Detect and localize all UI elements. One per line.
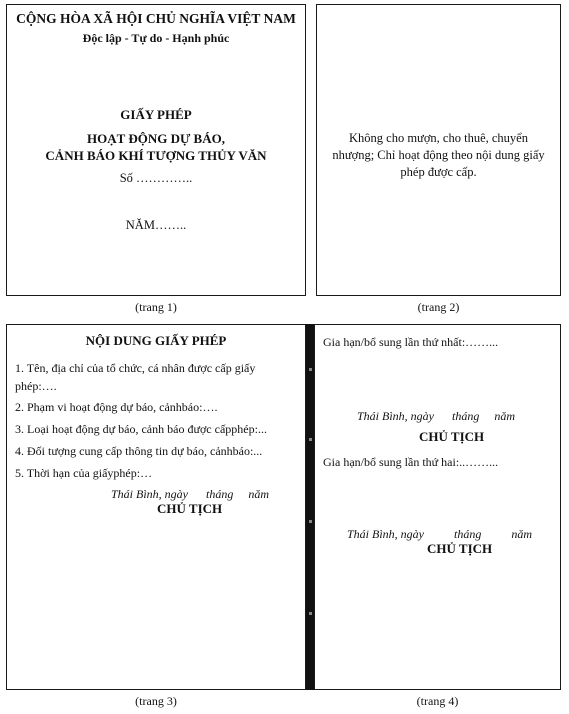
page4-sign1-place: Thái Bình, ngày tháng năm [357,409,515,423]
page1-license-number: Số ………….. [119,171,193,185]
page2-line2: nhượng; Chỉ hoạt động theo nội dung giấy [332,148,545,162]
page3-sign-title: CHỦ TỊCH [157,501,223,516]
page1-subtitle-line1: HOẠT ĐỘNG DỰ BÁO, [87,131,225,146]
page3-heading: NỘI DUNG GIẤY PHÉP [85,333,227,348]
page1-subtitle-line2: CẢNH BÁO KHÍ TƯỢNG THỦY VĂN [45,148,267,163]
page1-caption: (trang 1) [135,300,177,314]
page1-title: GIẤY PHÉP [120,107,192,122]
page4-extension-2: Gia hạn/bổ sung lần thứ hai:..……... [323,455,499,469]
page4-sign1-title: CHỦ TỊCH [419,429,485,444]
page3-item5: 5. Thời hạn của giấyphép:… [15,466,153,480]
page-2-panel [316,4,561,296]
page2-line3: phép được cấp. [400,165,477,179]
page-1-panel [6,4,306,296]
page1-motto: Độc lập - Tự do - Hạnh phúc [82,31,230,45]
spine-mark [309,438,312,441]
spine-mark [309,520,312,523]
page3-item3: 3. Loại hoạt động dự báo, cảnh báo được cấpphép:... [15,422,267,436]
page4-extension-1: Gia hạn/bổ sung lần thứ nhất:……... [323,335,499,349]
page3-item4: 4. Đối tượng cung cấp thông tin dự báo, cảnhbáo:... [15,444,263,458]
page1-year: NĂM…….. [125,218,187,232]
page3-item1-line2: phép:…. [15,379,57,393]
page2-line1: Không cho mượn, cho thuê, chuyển [349,131,528,145]
page-4-panel [314,324,561,690]
page1-national-header: CỘNG HÒA XÃ HỘI CHỦ NGHĨA VIỆT NAM [16,11,296,26]
page2-caption: (trang 2) [417,300,460,314]
page3-item2: 2. Phạm vi hoạt động dự báo, cảnhbáo:…. [15,400,218,414]
page3-item1-line1: 1. Tên, địa chỉ của tổ chức, cá nhân được cấp giấy [15,361,256,375]
page3-sign-place: Thái Bình, ngày tháng năm [111,487,269,501]
page3-caption: (trang 3) [135,694,177,708]
spine-mark [309,612,312,615]
spine-mark [309,368,312,371]
page-3-panel [6,324,306,690]
page4-caption: (trang 4) [416,694,459,708]
page4-sign2-title: CHỦ TỊCH [427,541,493,556]
page4-sign2-place: Thái Bình, ngày tháng năm [347,527,532,541]
